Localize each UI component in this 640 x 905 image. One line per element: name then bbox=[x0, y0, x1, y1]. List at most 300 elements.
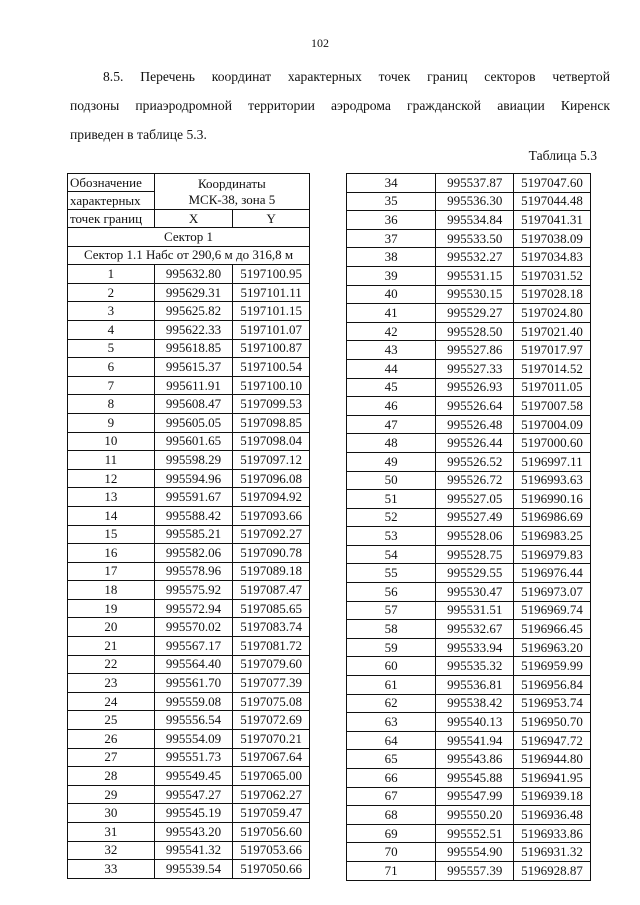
coord-y: 5197024.80 bbox=[514, 304, 591, 323]
coord-y: 5197038.09 bbox=[514, 229, 591, 248]
point-number: 10 bbox=[68, 432, 155, 451]
point-number: 54 bbox=[347, 545, 436, 564]
coord-x: 995532.67 bbox=[436, 620, 514, 639]
paragraph-line-2: подзоны приаэродромной территории аэродрома гражданской авиации Киренск bbox=[70, 98, 610, 113]
table-row bbox=[347, 583, 591, 602]
coord-y: 5196928.87 bbox=[514, 861, 591, 880]
coord-y: 5196933.86 bbox=[514, 824, 591, 843]
coord-x: 995528.75 bbox=[436, 545, 514, 564]
point-number: 3 bbox=[68, 302, 155, 321]
coord-y: 5197067.64 bbox=[233, 748, 310, 767]
coord-y: 5197053.66 bbox=[233, 841, 310, 860]
coord-x: 995545.19 bbox=[154, 804, 233, 823]
coord-y: 5196956.84 bbox=[514, 676, 591, 695]
point-number: 21 bbox=[68, 637, 155, 656]
coord-y: 5197089.18 bbox=[233, 562, 310, 581]
coord-y: 5197056.60 bbox=[233, 823, 310, 842]
table-row bbox=[347, 676, 591, 695]
coord-y: 5196936.48 bbox=[514, 806, 591, 825]
table-row bbox=[68, 525, 310, 544]
table-row bbox=[347, 843, 591, 862]
table-row bbox=[68, 302, 310, 321]
coord-x: 995541.94 bbox=[436, 731, 514, 750]
point-number: 19 bbox=[68, 599, 155, 618]
table-row bbox=[68, 451, 310, 470]
table-row bbox=[347, 787, 591, 806]
point-number: 6 bbox=[68, 358, 155, 377]
point-number: 60 bbox=[347, 657, 436, 676]
coord-x: 995561.70 bbox=[154, 674, 233, 693]
table-row bbox=[68, 320, 310, 339]
page-number: 102 bbox=[311, 36, 329, 50]
table-row bbox=[347, 508, 591, 527]
table-row bbox=[347, 657, 591, 676]
table-row bbox=[68, 376, 310, 395]
coord-y: 5196931.32 bbox=[514, 843, 591, 862]
coord-y: 5196990.16 bbox=[514, 490, 591, 509]
point-number: 59 bbox=[347, 638, 436, 657]
table-row bbox=[347, 322, 591, 341]
coord-y: 5196976.44 bbox=[514, 564, 591, 583]
table-row bbox=[68, 804, 310, 823]
point-number: 39 bbox=[347, 266, 436, 285]
coord-x: 995559.08 bbox=[154, 692, 233, 711]
coord-y: 5197017.97 bbox=[514, 341, 591, 360]
point-number: 34 bbox=[347, 174, 436, 193]
coord-x: 995572.94 bbox=[154, 599, 233, 618]
coord-x: 995564.40 bbox=[154, 655, 233, 674]
coord-y: 5197099.53 bbox=[233, 395, 310, 414]
table-row bbox=[347, 806, 591, 825]
coord-y: 5197100.54 bbox=[233, 358, 310, 377]
point-number: 5 bbox=[68, 339, 155, 358]
point-number: 23 bbox=[68, 674, 155, 693]
coord-x: 995557.39 bbox=[436, 861, 514, 880]
table-row bbox=[68, 358, 310, 377]
point-number: 25 bbox=[68, 711, 155, 730]
coord-x: 995535.32 bbox=[436, 657, 514, 676]
paragraph-line-3: приведен в таблице 5.3. bbox=[70, 127, 207, 142]
coord-x: 995632.80 bbox=[154, 265, 233, 284]
point-number: 53 bbox=[347, 527, 436, 546]
point-number: 32 bbox=[68, 841, 155, 860]
coord-x: 995531.51 bbox=[436, 601, 514, 620]
table-row bbox=[68, 711, 310, 730]
point-number: 52 bbox=[347, 508, 436, 527]
point-number: 37 bbox=[347, 229, 436, 248]
table-row bbox=[347, 434, 591, 453]
coord-x: 995588.42 bbox=[154, 506, 233, 525]
coord-x: 995582.06 bbox=[154, 544, 233, 563]
point-number: 48 bbox=[347, 434, 436, 453]
table-row bbox=[347, 713, 591, 732]
table-row bbox=[68, 599, 310, 618]
point-number: 68 bbox=[347, 806, 436, 825]
point-number: 69 bbox=[347, 824, 436, 843]
coord-x: 995594.96 bbox=[154, 469, 233, 488]
coord-y: 5196944.80 bbox=[514, 750, 591, 769]
intro-paragraph bbox=[70, 62, 610, 149]
table-row bbox=[68, 767, 310, 786]
coord-y: 5197059.47 bbox=[233, 804, 310, 823]
coord-y: 5196983.25 bbox=[514, 527, 591, 546]
coord-x: 995533.94 bbox=[436, 638, 514, 657]
coord-y: 5197092.27 bbox=[233, 525, 310, 544]
coord-x: 995527.86 bbox=[436, 341, 514, 360]
point-number: 55 bbox=[347, 564, 436, 583]
coord-x: 995530.15 bbox=[436, 285, 514, 304]
coord-x: 995618.85 bbox=[154, 339, 233, 358]
table-row bbox=[68, 581, 310, 600]
table-row bbox=[68, 562, 310, 581]
coord-x: 995611.91 bbox=[154, 376, 233, 395]
header-designation-line-3: точек границ bbox=[68, 210, 155, 228]
table-row bbox=[68, 637, 310, 656]
table-row bbox=[68, 785, 310, 804]
coord-y: 5197079.60 bbox=[233, 655, 310, 674]
coord-x: 995539.54 bbox=[154, 860, 233, 879]
coord-x: 995538.42 bbox=[436, 694, 514, 713]
point-number: 18 bbox=[68, 581, 155, 600]
coord-x: 995547.27 bbox=[154, 785, 233, 804]
table-row bbox=[68, 432, 310, 451]
point-number: 35 bbox=[347, 192, 436, 211]
coord-y: 5197101.15 bbox=[233, 302, 310, 321]
table-row bbox=[347, 415, 591, 434]
coord-y: 5197028.18 bbox=[514, 285, 591, 304]
table-row bbox=[347, 731, 591, 750]
point-number: 64 bbox=[347, 731, 436, 750]
coord-x: 995537.87 bbox=[436, 174, 514, 193]
point-number: 4 bbox=[68, 320, 155, 339]
point-number: 61 bbox=[347, 676, 436, 695]
point-number: 20 bbox=[68, 618, 155, 637]
point-number: 2 bbox=[68, 283, 155, 302]
table-row bbox=[68, 860, 310, 879]
coord-x: 995541.32 bbox=[154, 841, 233, 860]
coord-x: 995528.06 bbox=[436, 527, 514, 546]
point-number: 66 bbox=[347, 769, 436, 788]
coord-y: 5197075.08 bbox=[233, 692, 310, 711]
subsector-label: Сектор 1.1 Набс от 290,6 м до 316,8 м bbox=[68, 246, 310, 265]
coord-y: 5197100.95 bbox=[233, 265, 310, 284]
table-row bbox=[347, 471, 591, 490]
paragraph-line-1: 8.5. Перечень координат характерных точек границ секторов четвертой bbox=[103, 69, 610, 84]
table-row bbox=[347, 861, 591, 880]
point-number: 58 bbox=[347, 620, 436, 639]
coord-y: 5197041.31 bbox=[514, 211, 591, 230]
point-number: 22 bbox=[68, 655, 155, 674]
table-row bbox=[68, 339, 310, 358]
coord-y: 5196950.70 bbox=[514, 713, 591, 732]
table-row bbox=[347, 378, 591, 397]
point-number: 70 bbox=[347, 843, 436, 862]
point-number: 1 bbox=[68, 265, 155, 284]
coord-x: 995554.90 bbox=[436, 843, 514, 862]
point-number: 51 bbox=[347, 490, 436, 509]
point-number: 30 bbox=[68, 804, 155, 823]
table-row bbox=[347, 248, 591, 267]
table-row bbox=[68, 674, 310, 693]
point-number: 33 bbox=[68, 860, 155, 879]
coord-x: 995622.33 bbox=[154, 320, 233, 339]
coord-x: 995529.55 bbox=[436, 564, 514, 583]
coord-x: 995598.29 bbox=[154, 451, 233, 470]
table-row bbox=[68, 413, 310, 432]
header-y: Y bbox=[233, 210, 310, 228]
coord-y: 5197034.83 bbox=[514, 248, 591, 267]
coord-x: 995567.17 bbox=[154, 637, 233, 656]
coord-x: 995570.02 bbox=[154, 618, 233, 637]
point-number: 31 bbox=[68, 823, 155, 842]
point-number: 11 bbox=[68, 451, 155, 470]
point-number: 9 bbox=[68, 413, 155, 432]
coord-x: 995575.92 bbox=[154, 581, 233, 600]
table-row bbox=[347, 564, 591, 583]
coord-x: 995532.27 bbox=[436, 248, 514, 267]
table-row bbox=[347, 266, 591, 285]
coord-y: 5197100.10 bbox=[233, 376, 310, 395]
table-row bbox=[68, 488, 310, 507]
table-row bbox=[347, 769, 591, 788]
coord-x: 995540.13 bbox=[436, 713, 514, 732]
point-number: 42 bbox=[347, 322, 436, 341]
point-number: 41 bbox=[347, 304, 436, 323]
coord-x: 995536.81 bbox=[436, 676, 514, 695]
point-number: 62 bbox=[347, 694, 436, 713]
point-number: 50 bbox=[347, 471, 436, 490]
coord-x: 995526.44 bbox=[436, 434, 514, 453]
point-number: 14 bbox=[68, 506, 155, 525]
header-coordinates bbox=[154, 174, 309, 210]
header-designation-line-1: Обозначение bbox=[68, 174, 155, 192]
point-number: 27 bbox=[68, 748, 155, 767]
point-number: 36 bbox=[347, 211, 436, 230]
sector-label: Сектор 1 bbox=[68, 228, 310, 247]
coord-x: 995552.51 bbox=[436, 824, 514, 843]
coord-y: 5197050.66 bbox=[233, 860, 310, 879]
table-row bbox=[347, 750, 591, 769]
table-row bbox=[68, 544, 310, 563]
point-number: 40 bbox=[347, 285, 436, 304]
table-row bbox=[347, 620, 591, 639]
coord-y: 5196959.99 bbox=[514, 657, 591, 676]
table-row bbox=[347, 211, 591, 230]
point-number: 24 bbox=[68, 692, 155, 711]
coord-x: 995528.50 bbox=[436, 322, 514, 341]
table-row bbox=[68, 395, 310, 414]
point-number: 12 bbox=[68, 469, 155, 488]
coord-x: 995591.67 bbox=[154, 488, 233, 507]
coord-x: 995615.37 bbox=[154, 358, 233, 377]
point-number: 47 bbox=[347, 415, 436, 434]
point-number: 7 bbox=[68, 376, 155, 395]
coord-y: 5196966.45 bbox=[514, 620, 591, 639]
coord-x: 995545.88 bbox=[436, 769, 514, 788]
coord-y: 5197101.11 bbox=[233, 283, 310, 302]
coord-y: 5197011.05 bbox=[514, 378, 591, 397]
coord-x: 995536.30 bbox=[436, 192, 514, 211]
table-row bbox=[347, 638, 591, 657]
coord-x: 995551.73 bbox=[154, 748, 233, 767]
table-row bbox=[68, 841, 310, 860]
coord-y: 5197101.07 bbox=[233, 320, 310, 339]
coord-y: 5197087.47 bbox=[233, 581, 310, 600]
coord-y: 5196953.74 bbox=[514, 694, 591, 713]
coord-y: 5197090.78 bbox=[233, 544, 310, 563]
coord-x: 995608.47 bbox=[154, 395, 233, 414]
coord-y: 5197007.58 bbox=[514, 397, 591, 416]
coord-x: 995534.84 bbox=[436, 211, 514, 230]
coord-y: 5197098.85 bbox=[233, 413, 310, 432]
coord-x: 995526.64 bbox=[436, 397, 514, 416]
table-row bbox=[347, 229, 591, 248]
coord-x: 995527.05 bbox=[436, 490, 514, 509]
point-number: 44 bbox=[347, 359, 436, 378]
coordinates-table-right bbox=[346, 173, 591, 881]
header-x: X bbox=[154, 210, 233, 228]
coord-x: 995531.15 bbox=[436, 266, 514, 285]
coord-x: 995625.82 bbox=[154, 302, 233, 321]
coord-x: 995526.48 bbox=[436, 415, 514, 434]
coord-x: 995629.31 bbox=[154, 283, 233, 302]
point-number: 17 bbox=[68, 562, 155, 581]
coordinates-table-left bbox=[67, 173, 310, 879]
coord-y: 5197065.00 bbox=[233, 767, 310, 786]
table-row bbox=[68, 283, 310, 302]
coord-y: 5197021.40 bbox=[514, 322, 591, 341]
point-number: 16 bbox=[68, 544, 155, 563]
point-number: 26 bbox=[68, 730, 155, 749]
table-row bbox=[347, 490, 591, 509]
coord-x: 995549.45 bbox=[154, 767, 233, 786]
coord-x: 995585.21 bbox=[154, 525, 233, 544]
point-number: 8 bbox=[68, 395, 155, 414]
coord-x: 995601.65 bbox=[154, 432, 233, 451]
coord-x: 995526.72 bbox=[436, 471, 514, 490]
coord-y: 5197000.60 bbox=[514, 434, 591, 453]
point-number: 71 bbox=[347, 861, 436, 880]
coord-y: 5197014.52 bbox=[514, 359, 591, 378]
coord-y: 5197004.09 bbox=[514, 415, 591, 434]
coord-y: 5197081.72 bbox=[233, 637, 310, 656]
coord-x: 995526.52 bbox=[436, 452, 514, 471]
table-row bbox=[68, 655, 310, 674]
coord-x: 995530.47 bbox=[436, 583, 514, 602]
table-row bbox=[347, 527, 591, 546]
coord-y: 5197062.27 bbox=[233, 785, 310, 804]
table-row bbox=[347, 452, 591, 471]
coord-y: 5196939.18 bbox=[514, 787, 591, 806]
coord-y: 5197044.48 bbox=[514, 192, 591, 211]
point-number: 63 bbox=[347, 713, 436, 732]
table-row bbox=[347, 359, 591, 378]
coord-y: 5197098.04 bbox=[233, 432, 310, 451]
coord-x: 995547.99 bbox=[436, 787, 514, 806]
point-number: 43 bbox=[347, 341, 436, 360]
point-number: 13 bbox=[68, 488, 155, 507]
coord-x: 995527.49 bbox=[436, 508, 514, 527]
coord-y: 5196997.11 bbox=[514, 452, 591, 471]
coord-x: 995526.93 bbox=[436, 378, 514, 397]
coord-x: 995543.20 bbox=[154, 823, 233, 842]
coord-y: 5197093.66 bbox=[233, 506, 310, 525]
table-row bbox=[347, 341, 591, 360]
table-row bbox=[68, 748, 310, 767]
header-coordinates-title: Координаты bbox=[198, 175, 266, 191]
coord-x: 995554.09 bbox=[154, 730, 233, 749]
coord-x: 995543.86 bbox=[436, 750, 514, 769]
table-row bbox=[68, 506, 310, 525]
table-row bbox=[347, 304, 591, 323]
table-row bbox=[68, 730, 310, 749]
point-number: 65 bbox=[347, 750, 436, 769]
table-row bbox=[347, 601, 591, 620]
coord-x: 995550.20 bbox=[436, 806, 514, 825]
point-number: 46 bbox=[347, 397, 436, 416]
table-row bbox=[347, 174, 591, 193]
point-number: 45 bbox=[347, 378, 436, 397]
coord-x: 995527.33 bbox=[436, 359, 514, 378]
table-row bbox=[68, 692, 310, 711]
point-number: 29 bbox=[68, 785, 155, 804]
coord-y: 5197083.74 bbox=[233, 618, 310, 637]
coord-y: 5197072.69 bbox=[233, 711, 310, 730]
header-designation-line-2: характерных bbox=[68, 192, 155, 210]
table-row bbox=[347, 545, 591, 564]
table-row bbox=[347, 192, 591, 211]
coord-y: 5197085.65 bbox=[233, 599, 310, 618]
point-number: 56 bbox=[347, 583, 436, 602]
coord-y: 5197096.08 bbox=[233, 469, 310, 488]
table-row bbox=[68, 618, 310, 637]
coord-x: 995556.54 bbox=[154, 711, 233, 730]
point-number: 57 bbox=[347, 601, 436, 620]
coord-x: 995578.96 bbox=[154, 562, 233, 581]
table-row bbox=[347, 397, 591, 416]
coord-y: 5197031.52 bbox=[514, 266, 591, 285]
point-number: 38 bbox=[347, 248, 436, 267]
coord-y: 5197070.21 bbox=[233, 730, 310, 749]
table-row bbox=[347, 694, 591, 713]
point-number: 67 bbox=[347, 787, 436, 806]
coord-y: 5197077.39 bbox=[233, 674, 310, 693]
coord-y: 5196963.20 bbox=[514, 638, 591, 657]
coord-y: 5196973.07 bbox=[514, 583, 591, 602]
header-coordinate-system: МСК-38, зона 5 bbox=[188, 191, 276, 207]
coord-y: 5197047.60 bbox=[514, 174, 591, 193]
coord-y: 5197100.87 bbox=[233, 339, 310, 358]
coord-y: 5196993.63 bbox=[514, 471, 591, 490]
table-row bbox=[68, 823, 310, 842]
point-number: 28 bbox=[68, 767, 155, 786]
coord-x: 995529.27 bbox=[436, 304, 514, 323]
table-row bbox=[347, 285, 591, 304]
coord-y: 5196969.74 bbox=[514, 601, 591, 620]
coord-y: 5197094.92 bbox=[233, 488, 310, 507]
coord-x: 995533.50 bbox=[436, 229, 514, 248]
coord-x: 995605.05 bbox=[154, 413, 233, 432]
coord-y: 5196979.83 bbox=[514, 545, 591, 564]
coord-y: 5196941.95 bbox=[514, 769, 591, 788]
table-row bbox=[68, 265, 310, 284]
table-caption: Таблица 5.3 bbox=[528, 148, 597, 163]
coord-y: 5197097.12 bbox=[233, 451, 310, 470]
point-number: 49 bbox=[347, 452, 436, 471]
table-row bbox=[68, 469, 310, 488]
coord-y: 5196986.69 bbox=[514, 508, 591, 527]
table-row bbox=[347, 824, 591, 843]
